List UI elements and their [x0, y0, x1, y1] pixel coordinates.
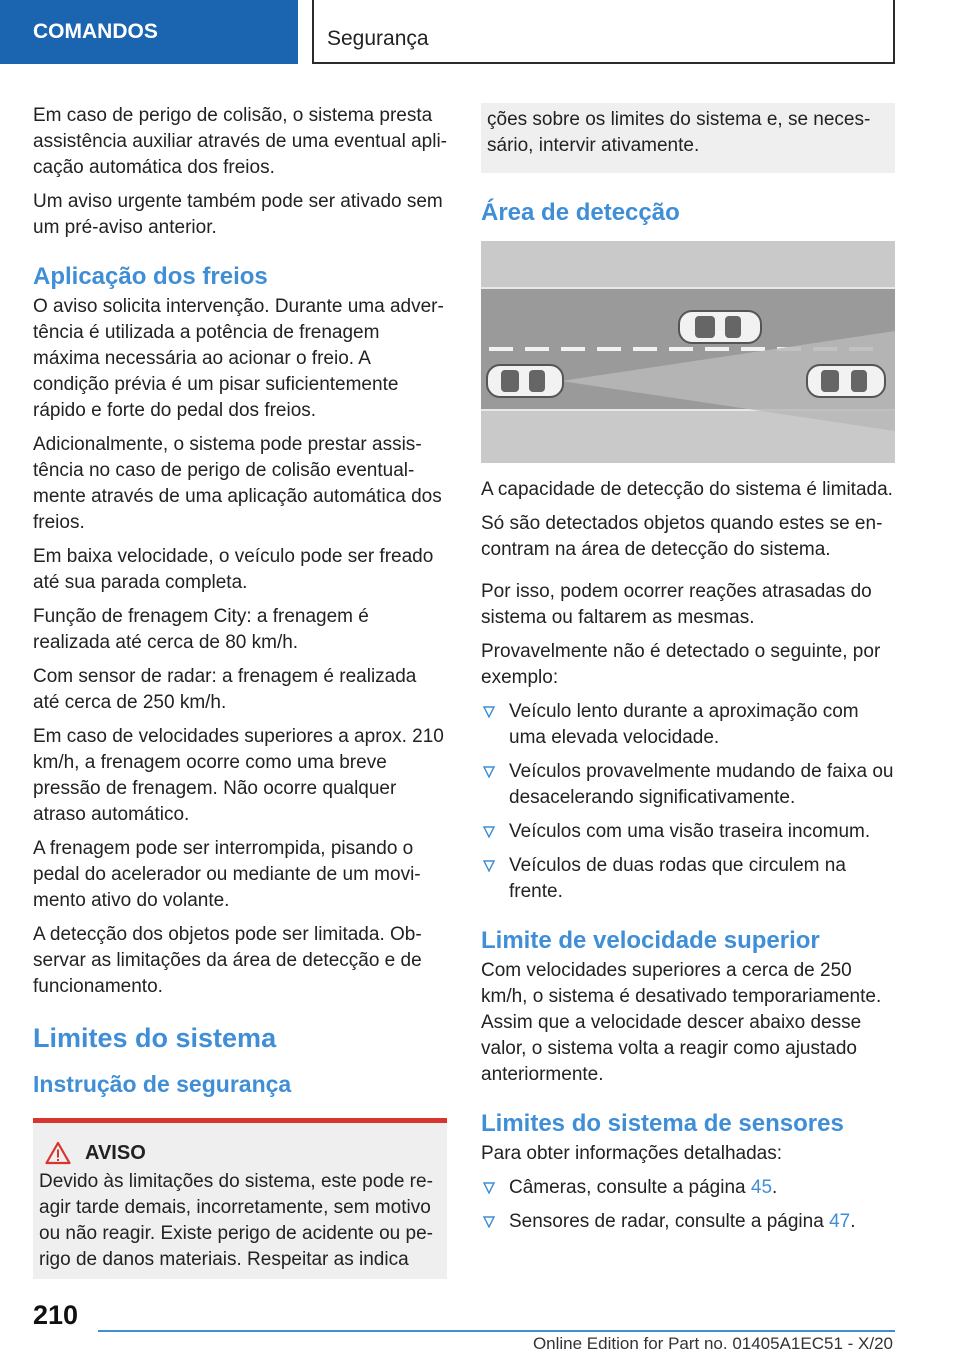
- page-number: 210: [33, 1300, 79, 1330]
- warning-text: Devido às limitações do sistema, este pode reagir tarde demais, incorretamente, sem motivo ou não reagir. Existe perigo de acidente ou perigo de danos materiais. Respeitar as indica: [39, 1171, 433, 1270]
- car-top-icon: [679, 311, 761, 343]
- paragraph: A capacidade de detecção do sistema é limitada.: [481, 479, 893, 500]
- paragraph: O aviso solicita intervenção. Durante uma advertência é utilizada a potência de frenagem máxima necessária ao acionar o freio. A condição prévia é um pisar suficientemente rápido e forte do pedal dos freios.: [33, 296, 444, 421]
- paragraph: Adicionalmente, o sistema pode prestar assistência no caso de perigo de colisão eventualmente através de uma aplicação automática dos freios.: [33, 434, 442, 533]
- left-column: [33, 103, 447, 1279]
- warning-text: ções sobre os limites do sistema e, se necessário, intervir ativamente.: [487, 109, 871, 156]
- heading-limite-velocidade: Limite de velocidade superior: [481, 927, 820, 954]
- paragraph: Um aviso urgente também pode ser ativado sem um pré-aviso anterior.: [33, 191, 443, 238]
- paragraph: Com sensor de radar: a frenagem é realizada até cerca de 250 km/h.: [33, 666, 417, 713]
- page-link-radar[interactable]: 47: [829, 1211, 851, 1232]
- paragraph: Só são detectados objetos quando estes se encontram na área de detecção do sistema.: [481, 513, 883, 560]
- triangle-bullet-icon: [483, 706, 495, 718]
- warning-box-continued: [481, 103, 895, 173]
- paragraph: A frenagem pode ser interrompida, pisando o pedal do acelerador ou mediante de um movimento ativo do volante.: [33, 838, 421, 911]
- paragraph: Provavelmente não é detectado o seguinte, por exemplo:: [481, 641, 881, 688]
- list-item-text: Veículos de duas rodas que circulem na frente.: [509, 855, 846, 902]
- heading-instrucao-seguranca: Instrução de segurança: [33, 1071, 292, 1097]
- paragraph: A detecção dos objetos pode ser limitada. Observar as limitações da área de detecção e de funcionamento.: [33, 924, 422, 997]
- list-item-text: Veículo lento durante a aproximação com uma elevada velocidade.: [509, 701, 859, 748]
- paragraph: Por isso, podem ocorrer reações atrasadas do sistema ou faltarem as mesmas.: [481, 581, 872, 628]
- triangle-bullet-icon: [483, 1216, 495, 1228]
- detection-area-illustration: [481, 241, 895, 463]
- car-top-icon: [487, 365, 563, 397]
- heading-area-deteccao: Área de detecção: [481, 199, 680, 226]
- list-item-suffix: .: [772, 1177, 778, 1198]
- list-item: [481, 853, 895, 905]
- paragraph: Em baixa velocidade, o veículo pode ser freado até sua parada completa.: [33, 546, 434, 593]
- triangle-bullet-icon: [483, 860, 495, 872]
- undetected-list: [481, 699, 895, 905]
- list-item-text: Câmeras, consulte a página: [509, 1177, 751, 1198]
- warning-label: AVISO: [85, 1141, 146, 1164]
- heading-limites-sensores: Limites do sistema de sensores: [481, 1110, 844, 1137]
- sensor-links-list: [481, 1175, 895, 1235]
- list-item: [481, 699, 895, 751]
- section-title: Segurança: [312, 0, 895, 64]
- triangle-bullet-icon: [483, 1182, 495, 1194]
- warning-triangle-icon: [45, 1141, 71, 1165]
- list-item: [481, 759, 895, 811]
- page-link-cameras[interactable]: 45: [750, 1177, 773, 1198]
- paragraph: Com velocidades superiores a cerca de 250 km/h, o sistema é desativado temporariamente. Assim que a velocidade descer abaixo desse valor, o sistema volta a reagir como ajustado anteriormente.: [481, 960, 882, 1085]
- list-item: [481, 1175, 895, 1201]
- road-detection-graphic: [481, 241, 895, 463]
- warning-box: [33, 1118, 447, 1279]
- list-item-text: Sensores de radar, consulte a página: [509, 1211, 830, 1232]
- right-column: [481, 103, 895, 1243]
- list-item-suffix: .: [850, 1211, 856, 1232]
- edition-text: Online Edition for Part no. 01405A1EC51 - X/20: [532, 1334, 893, 1353]
- triangle-bullet-icon: [483, 826, 495, 838]
- heading-aplicacao-freios: Aplicação dos freios: [33, 263, 268, 290]
- list-item: [481, 1209, 895, 1235]
- warning-title: [39, 1141, 439, 1165]
- chapter-tab: COMANDOS: [0, 0, 298, 64]
- car-top-icon: [807, 365, 885, 397]
- list-item-text: Veículos provavelmente mudando de faixa ou desacelerando significativamente.: [509, 761, 894, 808]
- triangle-bullet-icon: [483, 766, 495, 778]
- footer-divider: [98, 1330, 895, 1332]
- paragraph: Em caso de velocidades superiores a aprox. 210 km/h, a frenagem ocorre como uma breve pressão de frenagem. Não ocorre qualquer atraso automático.: [33, 726, 444, 825]
- paragraph: Função de frenagem City: a frenagem é realizada até cerca de 80 km/h.: [33, 606, 369, 653]
- paragraph: Em caso de perigo de colisão, o sistema presta assistência auxiliar através de uma eventual aplicação automática dos freios.: [33, 105, 447, 178]
- heading-limites-sistema: Limites do sistema: [33, 1023, 277, 1053]
- list-item-text: Veículos com uma visão traseira incomum.: [509, 821, 871, 842]
- list-item: [481, 819, 895, 845]
- paragraph: Para obter informações detalhadas:: [481, 1143, 783, 1164]
